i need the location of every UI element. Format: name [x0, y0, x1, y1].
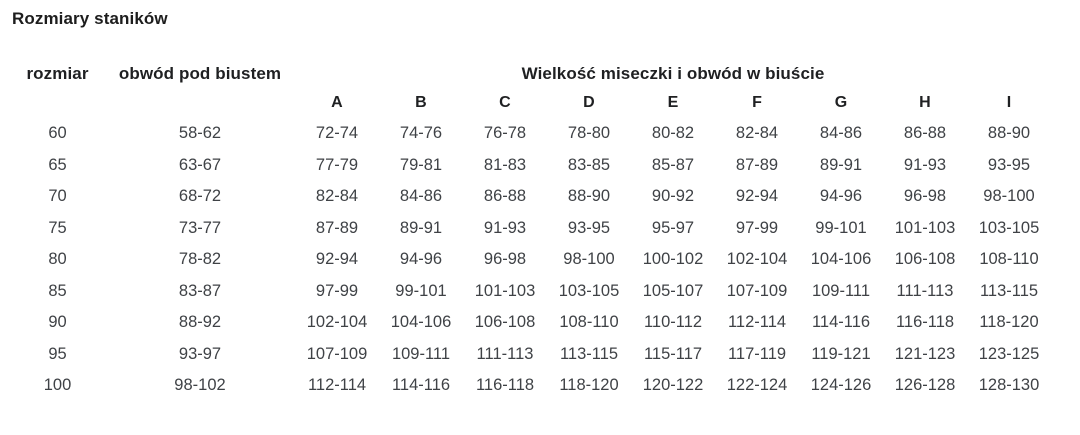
cup-range-cell: 84-86: [399, 187, 443, 206]
cup-range-cell: 82-84: [735, 124, 779, 143]
cup-range-cell: 106-108: [474, 313, 536, 332]
underbust-cell: 63-67: [178, 155, 222, 174]
cup-range-cell: 98-100: [563, 250, 615, 269]
cup-range-cell: 84-86: [819, 124, 863, 143]
cup-range-cell: 106-108: [894, 250, 956, 269]
cup-range-cell: 79-81: [399, 155, 443, 174]
cup-group-header: Wielkość miseczki i obwód w biuście: [521, 64, 825, 83]
size-cell: 60: [48, 124, 67, 143]
cup-header-d: D: [583, 94, 595, 111]
cup-range-cell: 105-107: [642, 281, 704, 300]
cup-range-cell: 80-82: [651, 124, 695, 143]
cup-range-cell: 93-95: [567, 218, 611, 237]
size-cell: 95: [48, 344, 67, 363]
size-cell: 65: [48, 155, 67, 174]
cup-range-cell: 124-126: [810, 376, 872, 395]
cup-header-g: G: [834, 94, 848, 111]
size-column-header: rozmiar: [26, 64, 89, 83]
cup-range-cell: 101-103: [894, 218, 956, 237]
cup-range-cell: 77-79: [315, 155, 359, 174]
cup-range-cell: 86-88: [903, 124, 947, 143]
cup-range-cell: 104-106: [810, 250, 872, 269]
cup-range-cell: 118-120: [979, 313, 1039, 332]
cup-range-cell: 102-104: [306, 313, 368, 332]
cup-range-cell: 76-78: [483, 124, 527, 143]
cup-range-cell: 82-84: [315, 187, 359, 206]
cup-range-cell: 98-100: [983, 187, 1035, 206]
cup-range-cell: 89-91: [819, 155, 863, 174]
cup-range-cell: 107-109: [306, 344, 368, 363]
cup-range-cell: 114-116: [391, 376, 451, 395]
underbust-cell: 73-77: [178, 218, 222, 237]
size-cell: 100: [43, 376, 72, 395]
cup-range-cell: 100-102: [642, 250, 704, 269]
cup-range-cell: 95-97: [651, 218, 695, 237]
cup-range-cell: 97-99: [315, 281, 359, 300]
cup-range-cell: 94-96: [819, 187, 863, 206]
underbust-cell: 83-87: [178, 281, 222, 300]
cup-range-cell: 113-115: [979, 281, 1039, 300]
cup-range-cell: 109-111: [811, 281, 871, 300]
cup-range-cell: 103-105: [558, 281, 620, 300]
cup-range-cell: 92-94: [735, 187, 779, 206]
page-title: Rozmiary staników: [12, 9, 168, 28]
cup-range-cell: 74-76: [399, 124, 443, 143]
cup-range-cell: 121-123: [894, 344, 956, 363]
cup-range-cell: 85-87: [651, 155, 695, 174]
cup-range-cell: 115-117: [643, 344, 703, 363]
size-cell: 70: [48, 187, 67, 206]
underbust-cell: 58-62: [178, 124, 222, 143]
cup-range-cell: 101-103: [474, 281, 536, 300]
cup-range-cell: 87-89: [735, 155, 779, 174]
cup-header-e: E: [667, 94, 679, 111]
cup-header-c: C: [499, 94, 511, 111]
cup-range-cell: 111-113: [476, 344, 534, 363]
cup-range-cell: 118-120: [559, 376, 619, 395]
cup-range-cell: 96-98: [903, 187, 947, 206]
cup-range-cell: 110-112: [643, 313, 703, 332]
cup-range-cell: 123-125: [978, 344, 1040, 363]
cup-range-cell: 109-111: [391, 344, 451, 363]
cup-range-cell: 91-93: [903, 155, 947, 174]
underbust-cell: 93-97: [178, 344, 222, 363]
underbust-cell: 78-82: [178, 250, 222, 269]
cup-range-cell: 119-121: [811, 344, 871, 363]
cup-range-cell: 99-101: [815, 218, 867, 237]
table-row: [10, 150, 1051, 182]
cup-range-cell: 88-90: [987, 124, 1031, 143]
table-row: [10, 276, 1051, 308]
table-row: [10, 370, 1051, 402]
cup-range-cell: 96-98: [483, 250, 527, 269]
bra-size-table: [10, 60, 1051, 402]
cup-range-cell: 78-80: [567, 124, 611, 143]
cup-range-cell: 126-128: [894, 376, 956, 395]
empty-header-cell: [105, 88, 295, 118]
cup-range-cell: 99-101: [395, 281, 447, 300]
table-row: [10, 307, 1051, 339]
cup-range-cell: 108-110: [559, 313, 619, 332]
cup-range-cell: 128-130: [978, 376, 1040, 395]
cup-range-cell: 90-92: [651, 187, 695, 206]
table-row: [10, 339, 1051, 371]
group-header-row: [10, 60, 1051, 88]
table-body: [10, 118, 1051, 402]
cup-range-cell: 112-114: [307, 376, 367, 395]
cup-range-cell: 72-74: [315, 124, 359, 143]
cup-header-row: [10, 88, 1051, 118]
cup-range-cell: 89-91: [399, 218, 443, 237]
cup-header-a: A: [331, 94, 343, 111]
table-row: [10, 244, 1051, 276]
underbust-cell: 68-72: [178, 187, 222, 206]
cup-range-cell: 102-104: [726, 250, 788, 269]
cup-range-cell: 114-116: [811, 313, 871, 332]
cup-range-cell: 108-110: [979, 250, 1039, 269]
cup-range-cell: 87-89: [315, 218, 359, 237]
empty-header-cell: [10, 88, 105, 118]
cup-range-cell: 111-113: [896, 281, 954, 300]
cup-range-cell: 88-90: [567, 187, 611, 206]
table-header: [10, 60, 1051, 118]
cup-range-cell: 93-95: [987, 155, 1031, 174]
cup-range-cell: 117-119: [727, 344, 787, 363]
table-row: [10, 118, 1051, 150]
cup-range-cell: 112-114: [727, 313, 787, 332]
table-row: [10, 213, 1051, 245]
underbust-cell: 98-102: [174, 376, 226, 395]
size-cell: 80: [48, 250, 67, 269]
underbust-cell: 88-92: [178, 313, 222, 332]
cup-range-cell: 103-105: [978, 218, 1040, 237]
cup-range-cell: 91-93: [483, 218, 527, 237]
cup-header-f: F: [752, 94, 762, 111]
cup-range-cell: 120-122: [642, 376, 704, 395]
cup-range-cell: 92-94: [315, 250, 359, 269]
cup-range-cell: 97-99: [735, 218, 779, 237]
cup-range-cell: 86-88: [483, 187, 527, 206]
cup-range-cell: 83-85: [567, 155, 611, 174]
cup-range-cell: 113-115: [559, 344, 619, 363]
size-cell: 75: [48, 218, 67, 237]
underbust-column-header: obwód pod biustem: [118, 64, 282, 83]
cup-range-cell: 116-118: [895, 313, 955, 332]
cup-header-i: I: [1006, 94, 1012, 111]
cup-header-b: B: [415, 94, 427, 111]
cup-range-cell: 107-109: [726, 281, 788, 300]
cup-range-cell: 122-124: [726, 376, 788, 395]
cup-range-cell: 104-106: [390, 313, 452, 332]
size-cell: 85: [48, 281, 67, 300]
table-row: [10, 181, 1051, 213]
cup-range-cell: 94-96: [399, 250, 443, 269]
cup-range-cell: 81-83: [483, 155, 527, 174]
cup-header-h: H: [919, 94, 931, 111]
cup-range-cell: 116-118: [475, 376, 535, 395]
size-cell: 90: [48, 313, 67, 332]
